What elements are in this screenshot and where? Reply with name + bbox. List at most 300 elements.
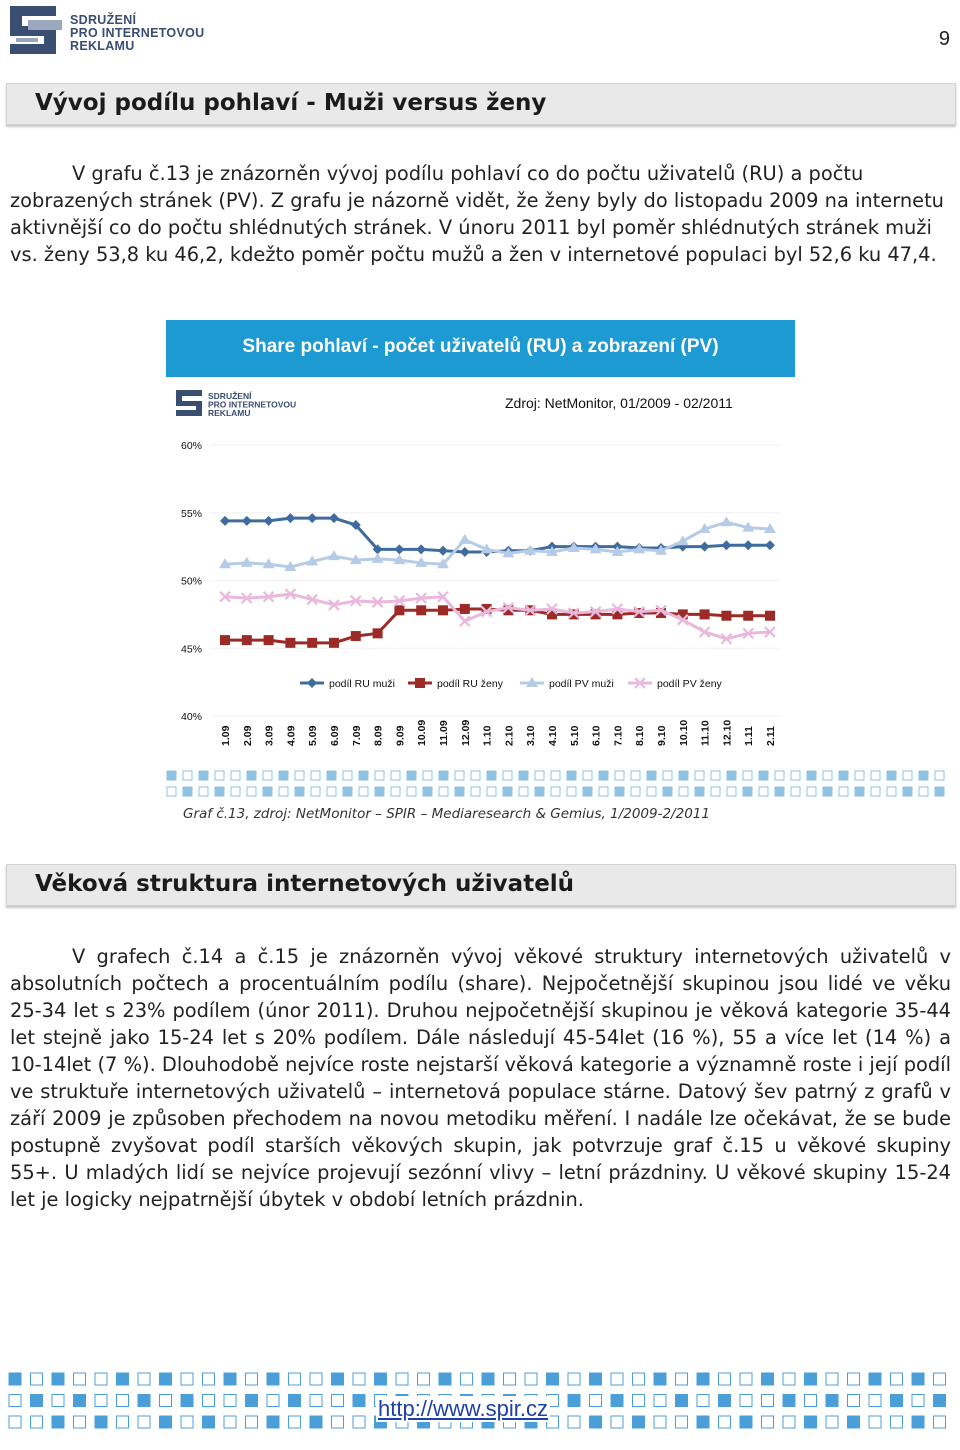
data-point [264, 516, 274, 526]
chart-logo-text: REKLAMU [208, 408, 251, 418]
data-point [743, 611, 753, 621]
dot [471, 771, 480, 780]
dot [759, 771, 768, 780]
data-point [721, 611, 731, 621]
dot [423, 787, 432, 796]
dot [848, 1395, 860, 1407]
x-tick-label: 10.09 [416, 719, 429, 746]
dot [654, 1373, 666, 1385]
x-tick-label: 1.09 [220, 725, 232, 746]
x-tick-label: 7.10 [612, 725, 625, 746]
section-title: Vývoj podílu pohlaví - Muži versus ženy [35, 90, 547, 116]
y-tick-label: 60% [181, 440, 203, 452]
dot [826, 1373, 838, 1385]
dot [247, 787, 256, 796]
dot [181, 1395, 193, 1407]
dot [138, 1395, 150, 1407]
dot [52, 1395, 64, 1407]
dot [311, 787, 320, 796]
dot [504, 1373, 516, 1385]
dot [935, 787, 944, 796]
x-tick-label: 1.10 [481, 725, 494, 746]
dot [676, 1395, 688, 1407]
dot [224, 1395, 236, 1407]
dot [160, 1373, 172, 1385]
dot [633, 1373, 645, 1385]
x-tick-label: 6.09 [329, 725, 341, 746]
dot [805, 1395, 817, 1407]
y-tick-label: 40% [181, 711, 203, 723]
dot [783, 1373, 795, 1385]
data-point [743, 540, 753, 550]
y-tick-label: 50% [181, 575, 203, 588]
dot [138, 1373, 150, 1385]
dot [52, 1373, 64, 1385]
dot [743, 787, 752, 796]
dot [903, 787, 912, 796]
dot [359, 771, 368, 780]
data-point [285, 638, 295, 648]
dot [615, 771, 624, 780]
dot [583, 787, 592, 796]
dot [167, 787, 176, 796]
footer-link[interactable]: http://www.spir.cz [378, 1396, 548, 1421]
dot [740, 1395, 752, 1407]
dot [719, 1373, 731, 1385]
logo-line: REKLAMU [70, 39, 135, 53]
dot [695, 771, 704, 780]
dot [887, 771, 896, 780]
dot [547, 1373, 559, 1385]
dot [887, 787, 896, 796]
dot [762, 1395, 774, 1407]
dot [289, 1416, 301, 1428]
dot [343, 787, 352, 796]
dot [95, 1373, 107, 1385]
dot [590, 1395, 602, 1407]
page-number: 9 [938, 28, 950, 50]
dot [396, 1373, 408, 1385]
dot [327, 771, 336, 780]
dot [912, 1416, 924, 1428]
dot [599, 771, 608, 780]
dot [231, 787, 240, 796]
dot [359, 787, 368, 796]
dot [203, 1416, 215, 1428]
legend-swatch-marker [415, 678, 425, 688]
dot [418, 1373, 430, 1385]
dot [203, 1373, 215, 1385]
dot [919, 787, 928, 796]
dot [791, 771, 800, 780]
chart-caption: Graf č.13, zdroj: NetMonitor – SPIR – Mediaresearch & Gemius, 1/2009-2/2011 [183, 806, 710, 822]
x-tick-label: 1.11 [743, 726, 756, 746]
dot [727, 771, 736, 780]
legend-label: podíl RU muži [329, 678, 395, 690]
dot [805, 1373, 817, 1385]
y-tick-label: 45% [181, 643, 203, 656]
dot [697, 1416, 709, 1428]
x-tick-label: 2.09 [241, 725, 254, 746]
dot [695, 787, 704, 796]
dot [203, 1395, 215, 1407]
dot [289, 1373, 301, 1385]
dot [279, 771, 288, 780]
section-heading-gender [6, 83, 956, 125]
dot [568, 1395, 580, 1407]
paragraph-text: V grafu č.13 je znázorněn vývoj podílu pohlaví co do počtu uživatelů (RU) a počtu zobrazených stránek (PV). Z grafu je názorně vidět, že ženy byly do listopadu 2009 na internetu aktivnější co do počtu shlédnutých stránek. V únoru 2011 byl poměr shlédnutých stránek muži vs. ženy 53,8 ku 46,2, kdežto poměr počtu mužů a žen v internetové populaci byl 52,6 ku 47,4. [10, 162, 944, 266]
dot [247, 771, 256, 780]
dot [759, 787, 768, 796]
dot [215, 771, 224, 780]
data-point [459, 534, 471, 544]
dot [647, 787, 656, 796]
x-tick-label: 3.10 [525, 725, 538, 746]
x-tick-label: 2.11 [765, 726, 777, 746]
dot [279, 787, 288, 796]
x-tick-label: 11.09 [438, 720, 450, 746]
dot [567, 771, 576, 780]
dot [267, 1373, 279, 1385]
dot [935, 771, 944, 780]
dot [839, 787, 848, 796]
legend-label: podíl PV muži [549, 678, 614, 690]
dot [31, 1373, 43, 1385]
dot [295, 771, 304, 780]
chart-title-banner [166, 320, 795, 377]
x-tick-label: 3.09 [263, 725, 276, 746]
dot [407, 771, 416, 780]
dot [391, 771, 400, 780]
legend-label: podíl RU ženy [437, 678, 503, 690]
dot [663, 787, 672, 796]
dot [160, 1395, 172, 1407]
dot [775, 771, 784, 780]
dot [503, 771, 512, 780]
dot [353, 1373, 365, 1385]
dot [631, 787, 640, 796]
dot [826, 1395, 838, 1407]
dot [697, 1373, 709, 1385]
dot [375, 771, 384, 780]
dot [783, 1395, 795, 1407]
gender-share-chart [160, 378, 800, 798]
dot [679, 771, 688, 780]
dot [590, 1373, 602, 1385]
series-line-3 [225, 594, 770, 639]
dot [535, 787, 544, 796]
dot [676, 1373, 688, 1385]
dot [912, 1395, 924, 1407]
dot [934, 1416, 946, 1428]
dot [869, 1416, 881, 1428]
dot [263, 771, 272, 780]
dot [311, 771, 320, 780]
y-tick-label: 55% [181, 507, 203, 520]
dot [719, 1395, 731, 1407]
dot [762, 1416, 774, 1428]
dot [423, 771, 432, 780]
dot [482, 1373, 494, 1385]
dot [633, 1416, 645, 1428]
dot [160, 1416, 172, 1428]
dot [332, 1373, 344, 1385]
data-point [242, 635, 252, 645]
dot [181, 1373, 193, 1385]
dot [805, 1416, 817, 1428]
data-point [438, 546, 448, 556]
dot [31, 1416, 43, 1428]
section-heading-age [6, 864, 956, 906]
dot [52, 1416, 64, 1428]
dot [267, 1395, 279, 1407]
dot [31, 1395, 43, 1407]
dot [439, 1373, 451, 1385]
dot [343, 771, 352, 780]
dot [74, 1416, 86, 1428]
dot [848, 1416, 860, 1428]
dot [246, 1395, 258, 1407]
dot [95, 1395, 107, 1407]
chart-logo-text: SDRUŽENÍ [208, 391, 252, 401]
dot [471, 787, 480, 796]
dot [503, 787, 512, 796]
dot [487, 771, 496, 780]
dot [332, 1416, 344, 1428]
dot [568, 1373, 580, 1385]
data-point [394, 544, 404, 554]
dot [869, 1373, 881, 1385]
dot [455, 771, 464, 780]
x-tick-label: 6.10 [590, 725, 603, 746]
logo-line: PRO INTERNETOVOU [70, 26, 205, 40]
dot [891, 1395, 903, 1407]
dot [246, 1373, 258, 1385]
series-line-0 [225, 518, 770, 552]
x-tick-label: 11.10 [699, 720, 712, 746]
dot [934, 1373, 946, 1385]
dot [654, 1416, 666, 1428]
dot [391, 787, 400, 796]
dot [663, 771, 672, 780]
dot [117, 1395, 129, 1407]
dot [9, 1416, 21, 1428]
data-point [416, 544, 426, 554]
dot [869, 1395, 881, 1407]
dot [807, 771, 816, 780]
data-point [438, 605, 448, 615]
dot [855, 771, 864, 780]
dot [740, 1416, 752, 1428]
x-tick-label: 9.09 [394, 725, 407, 746]
dot [95, 1416, 107, 1428]
dot [375, 787, 384, 796]
dot [246, 1416, 258, 1428]
x-tick-label: 5.10 [568, 725, 581, 746]
data-point [700, 542, 710, 552]
data-point [307, 638, 317, 648]
data-point [373, 628, 383, 638]
x-tick-label: 5.09 [307, 725, 320, 746]
dot [117, 1416, 129, 1428]
dot [568, 1416, 580, 1428]
legend-swatch-marker [307, 678, 317, 688]
dot [848, 1373, 860, 1385]
dot [455, 787, 464, 796]
dot [567, 787, 576, 796]
dot [263, 787, 272, 796]
section-title: Věková struktura internetových uživatelů [35, 871, 575, 897]
series-line-1 [225, 609, 770, 643]
dot [439, 771, 448, 780]
logo-text [70, 14, 204, 53]
dot [783, 1416, 795, 1428]
dot [9, 1395, 21, 1407]
dot [551, 787, 560, 796]
dot [74, 1373, 86, 1385]
dot [679, 787, 688, 796]
data-point [220, 635, 230, 645]
dot [267, 1416, 279, 1428]
dot [697, 1395, 709, 1407]
legend-label: podíl PV ženy [657, 678, 722, 690]
data-point [242, 516, 252, 526]
dot [295, 787, 304, 796]
dot [407, 787, 416, 796]
dot [823, 787, 832, 796]
dot [633, 1395, 645, 1407]
dot [199, 771, 208, 780]
dot [654, 1395, 666, 1407]
dot [332, 1395, 344, 1407]
chart-logo-mark [176, 390, 202, 416]
dot [676, 1416, 688, 1428]
dot [823, 771, 832, 780]
x-tick-label: 12.09 [459, 719, 472, 746]
dot [611, 1395, 623, 1407]
dot [934, 1395, 946, 1407]
data-point [264, 635, 274, 645]
dot [9, 1373, 21, 1385]
data-point [765, 611, 775, 621]
x-tick-label: 8.10 [634, 725, 647, 746]
dot [775, 787, 784, 796]
dot [519, 771, 528, 780]
dot [310, 1416, 322, 1428]
dot [461, 1373, 473, 1385]
dot [727, 787, 736, 796]
dot [807, 787, 816, 796]
data-point [307, 513, 317, 523]
dot [375, 1373, 387, 1385]
chart-logo-text: PRO INTERNETOVOU [208, 399, 297, 410]
dot [138, 1416, 150, 1428]
data-point [460, 604, 470, 614]
dot [487, 787, 496, 796]
dot [167, 771, 176, 780]
dot [525, 1373, 537, 1385]
dot [912, 1373, 924, 1385]
data-point [700, 609, 710, 619]
data-point [328, 550, 340, 560]
dot [519, 787, 528, 796]
x-tick-label: 12.10 [721, 719, 734, 746]
dot [353, 1416, 365, 1428]
dot [631, 771, 640, 780]
data-point [329, 513, 339, 523]
dot [762, 1373, 774, 1385]
dot [891, 1416, 903, 1428]
dot [611, 1373, 623, 1385]
x-tick-label: 7.09 [350, 725, 363, 746]
dot [181, 1416, 193, 1428]
dot [711, 787, 720, 796]
dot [289, 1395, 301, 1407]
x-tick-label: 9.10 [656, 725, 668, 746]
dot [743, 771, 752, 780]
dot [740, 1373, 752, 1385]
data-point [285, 513, 295, 523]
data-point [329, 638, 339, 648]
dot [310, 1373, 322, 1385]
dot [224, 1416, 236, 1428]
dot [826, 1416, 838, 1428]
paragraph-text: V grafech č.14 a č.15 je znázorněn vývoj věkové struktury internetových uživatelů v absolutních počtech a procentuálním podílu (share). Nejpočetnější skupinou jsou lidé ve věku 25-34 let s 23% podílem (únor 2011). Druhou nejpočetnější skupinou je věková kategorie 35-44 let stejně jako 15-24 let s 20% podílem. Dále následují 45-54let (16 %), 55 a více let (14 %) a 10-14let (7 %). Dlouhodobě nejvíce roste nejstarší věková kategorie a významně roste i její podíl ve struktuře internetových uživatelů – internetová populace stárne. Datový šev patrný z grafů v září 2009 je způsoben přechodem na novou metodiku měření. I nadále lze očekávat, že se bude postupně zvyšovat podíl starších věkových skupin, jak potvrzuje graf č.15 u věkové skupiny 55+. U mladých lidí se nejvíce projevují sezónní vlivy – letní prázdniny. U věkové skupiny 15-24 let je logicky nejpatrnější úbytek v období letních prázdnin. [10, 945, 951, 1211]
dot [855, 787, 864, 796]
dot [215, 787, 224, 796]
dot [74, 1395, 86, 1407]
data-point [416, 605, 426, 615]
data-point [351, 631, 361, 641]
dot [231, 771, 240, 780]
dot [353, 1395, 365, 1407]
data-point [394, 605, 404, 615]
dot [183, 787, 192, 796]
data-point [721, 540, 731, 550]
x-tick-label: 10.10 [677, 719, 690, 746]
dot [439, 787, 448, 796]
dot [919, 771, 928, 780]
spir-logo [8, 4, 208, 56]
dot [183, 771, 192, 780]
dot [611, 1416, 623, 1428]
dot [199, 787, 208, 796]
dot [583, 771, 592, 780]
dot [891, 1373, 903, 1385]
dot [711, 771, 720, 780]
dot [590, 1416, 602, 1428]
data-point [765, 540, 775, 550]
data-point [460, 547, 470, 557]
dot [903, 771, 912, 780]
dot [599, 787, 608, 796]
dot [551, 771, 560, 780]
dot [535, 771, 544, 780]
x-tick-label: 8.09 [372, 725, 385, 746]
dot [871, 787, 880, 796]
spir-logo-mark [8, 4, 64, 56]
dot [839, 771, 848, 780]
decorative-dot-grid [166, 770, 956, 802]
source-label: Zdroj: NetMonitor, 01/2009 - 02/2011 [505, 395, 733, 411]
chart-title: Share pohlaví - počet uživatelů (RU) a zobrazení (PV) [242, 336, 719, 357]
logo-line: SDRUŽENÍ [70, 13, 137, 27]
data-point [220, 516, 230, 526]
dot [117, 1373, 129, 1385]
dot [719, 1416, 731, 1428]
dot [615, 787, 624, 796]
dot [327, 787, 336, 796]
